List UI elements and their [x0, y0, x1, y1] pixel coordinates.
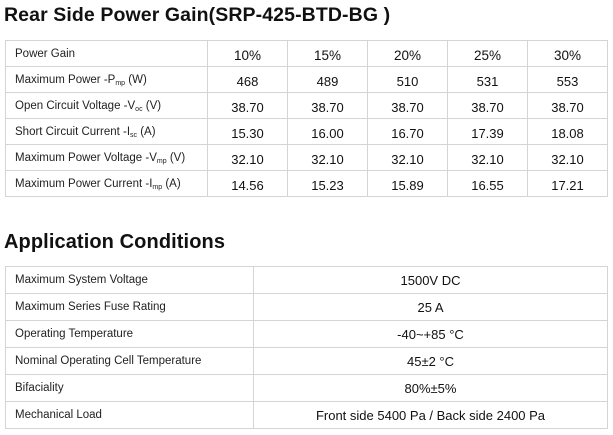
- table-row: [6, 375, 608, 402]
- table-row: [6, 294, 608, 321]
- row-value: -40~+85 °C: [254, 321, 608, 348]
- table-cell: 531: [448, 67, 528, 93]
- row-value: Front side 5400 Pa / Back side 2400 Pa: [254, 402, 608, 429]
- power-gain-header-value: 25%: [448, 41, 528, 67]
- row-value: 1500V DC: [254, 267, 608, 294]
- table-cell: 16.00: [288, 119, 368, 145]
- table-cell: 510: [368, 67, 448, 93]
- table-cell: 17.21: [528, 171, 608, 197]
- table-row: [6, 402, 608, 429]
- application-conditions-title: Application Conditions: [4, 231, 226, 253]
- table-cell: 38.70: [288, 93, 368, 119]
- table-cell: 17.39: [448, 119, 528, 145]
- row-value: 45±2 °C: [254, 348, 608, 375]
- table-row: [6, 119, 608, 145]
- table-cell: 15.23: [288, 171, 368, 197]
- table-row: [6, 145, 608, 171]
- table-cell: 16.70: [368, 119, 448, 145]
- table-cell: 38.70: [368, 93, 448, 119]
- table-cell: 553: [528, 67, 608, 93]
- row-label: Maximum Series Fuse Rating: [6, 294, 254, 321]
- row-label-short-circuit-current: Short Circuit Current $-I_{sc}$ (A): [6, 119, 208, 145]
- table-cell: 14.56: [208, 171, 288, 197]
- power-gain-header-row: [6, 41, 608, 67]
- row-value: 25 A: [254, 294, 608, 321]
- row-label: Bifaciality: [6, 375, 254, 402]
- table-cell: 32.10: [208, 145, 288, 171]
- row-label: Operating Temperature: [6, 321, 254, 348]
- power-gain-header-value: 30%: [528, 41, 608, 67]
- row-label-open-circuit-voltage: Open Circuit Voltage $-V_{oc}$ (V): [6, 93, 208, 119]
- power-gain-header-value: 15%: [288, 41, 368, 67]
- table-cell: 38.70: [208, 93, 288, 119]
- table-cell: 38.70: [528, 93, 608, 119]
- table-row: [6, 67, 608, 93]
- row-label: Mechanical Load: [6, 402, 254, 429]
- row-label: Nominal Operating Cell Temperature: [6, 348, 254, 375]
- table-cell: 15.89: [368, 171, 448, 197]
- table-row: [6, 348, 608, 375]
- table-cell: 32.10: [368, 145, 448, 171]
- application-conditions-table: [5, 266, 608, 429]
- row-label-maximum-power-current: Maximum Power Current $-I_{mp}$ (A): [6, 171, 208, 197]
- row-label: Maximum System Voltage: [6, 267, 254, 294]
- table-cell: 32.10: [528, 145, 608, 171]
- table-cell: 32.10: [448, 145, 528, 171]
- power-gain-title: Rear Side Power Gain(SRP-425-BTD-BG ): [4, 4, 391, 26]
- table-cell: 32.10: [288, 145, 368, 171]
- table-cell: 18.08: [528, 119, 608, 145]
- table-cell: 16.55: [448, 171, 528, 197]
- row-value: 80%±5%: [254, 375, 608, 402]
- power-gain-header-value: 20%: [368, 41, 448, 67]
- table-cell: 15.30: [208, 119, 288, 145]
- table-row: [6, 267, 608, 294]
- table-cell: 489: [288, 67, 368, 93]
- power-gain-table: [5, 40, 608, 197]
- row-label-maximum-power-voltage: Maximum Power Voltage $-V_{mp}$ (V): [6, 145, 208, 171]
- power-gain-header-value: 10%: [208, 41, 288, 67]
- table-cell: 468: [208, 67, 288, 93]
- power-gain-header-label: Power Gain: [6, 41, 208, 67]
- table-row: [6, 321, 608, 348]
- table-row: [6, 171, 608, 197]
- row-label-maximum-power: Maximum Power $-P_{mp}$ (W): [6, 67, 208, 93]
- table-row: [6, 93, 608, 119]
- table-cell: 38.70: [448, 93, 528, 119]
